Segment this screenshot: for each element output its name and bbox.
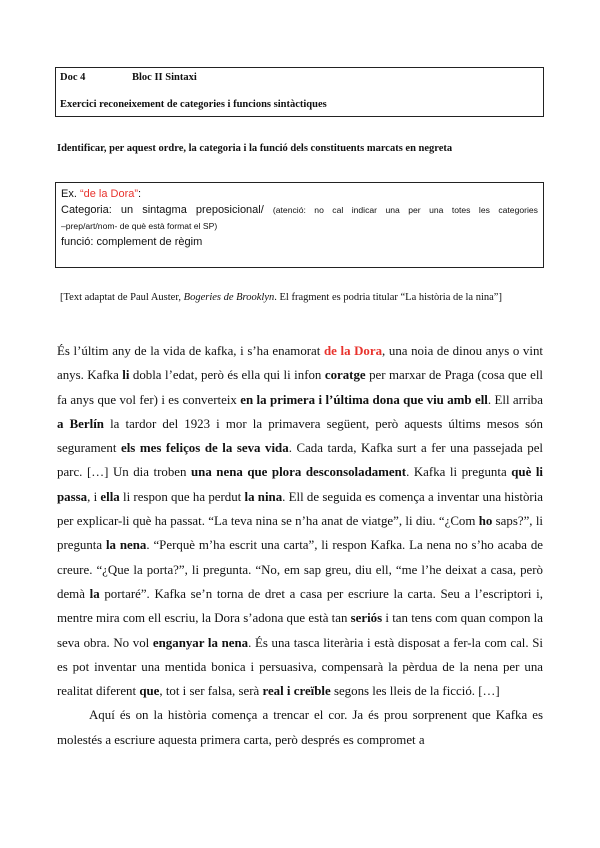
text-run: . “Perquè m’ha escrit una carta”, li respon Kafka. La nena no s’ho acaba de creure. “¿Que la porta?”, li pregunta. “No, em sap greu, diu ell, “me l’he deixat a casa, però demà [57, 538, 543, 601]
text-run: . Ell arriba [487, 392, 543, 407]
categoria-note-1: (atenció: no cal indicar una per una totes les categories [272, 205, 538, 215]
bold-una-nena: una nena que plora desconsoladament [190, 465, 407, 480]
text-run: . Ell de seguida es comença a inventar una història per explicar-li què ha passat. “La teva nina se n’ha anat de viatge”, li diu. “¿Com [57, 489, 543, 529]
bold-li: li [122, 368, 130, 383]
bold-ho: ho [478, 514, 493, 529]
text-run: dobla l’edat, però és ella qui li infon [129, 368, 325, 383]
exercise-title: Exercici reconeixement de categories i funcions sintàctiques [60, 99, 327, 110]
text-run: , tot i ser falsa, serà [159, 684, 263, 699]
categoria-note-2: –prep/art/nom- de què està format el SP) [61, 221, 218, 231]
instruction: Identificar, per aquest ordre, la categoria i la funció dels constituents marcats en negreta [57, 143, 453, 154]
example-phrase: “de la Dora” [79, 188, 139, 200]
text-run: la tardor del 1923 i mor la primavera següent, però aquests últims mesos són segurament [57, 416, 543, 456]
header-row [60, 72, 197, 83]
bold-els-mes-felicos: els mes feliços de la seva vida [120, 441, 289, 456]
bold-la: la [89, 586, 100, 601]
bold-enganyar-la-nena: enganyar la nena [152, 635, 249, 650]
text-run: . Kafka li pregunta [406, 465, 512, 480]
bold-que-li-passa: què li passa [57, 465, 543, 504]
bold-la-nena: la nena [105, 538, 147, 553]
bold-la-nina: la nina [244, 489, 283, 504]
bold-a-berlin: a Berlín [57, 416, 104, 431]
bloc-title: Bloc II Sintaxi [132, 72, 197, 83]
text-run: , i [87, 489, 101, 504]
bold-en-la-primera: en la primera i l’última dona que viu amb ell [240, 392, 488, 407]
bold-coratge: coratge [324, 368, 366, 383]
bold-que: que [139, 684, 160, 699]
example-line [61, 186, 538, 202]
bold-ella: ella [100, 489, 120, 504]
text-run: segons les lleis de la ficció. […] [330, 684, 500, 699]
example-box [55, 182, 544, 268]
source-book: Bogeries de Brooklyn [183, 292, 275, 303]
text-run: saps?”, li pregunta [57, 514, 543, 553]
text-run: . És una tasca literària i està disposat a fer-la com cal. Si es pot inventar una mentida bonica i persuasiva, compensarà la pèrdua de la nena per una realitat diferent [57, 635, 544, 699]
text-run: , una noia de dinou anys o vint anys. Kafka [57, 344, 543, 383]
text-run: portaré”. Kafka se’n torna de dret a casa per escriure la carta. Seu a l’escriptori i, mentre mira com ell escriu, la Dora s’adona que està tan [57, 586, 543, 626]
categoria-line [61, 202, 538, 218]
text-run: És l’últim any de la vida de kafka, i s’ha enamorat [57, 344, 324, 358]
text-run: li respon que ha perdut [119, 489, 245, 504]
bold-serios: seriós [350, 611, 383, 626]
story-text [57, 339, 543, 752]
example-suffix: : [138, 188, 142, 200]
source-note [60, 291, 544, 305]
paragraph-1 [57, 339, 543, 703]
header-box [55, 67, 544, 117]
doc-number: Doc 4 [60, 72, 86, 83]
categoria-label: Categoria: un sintagma preposicional/ [61, 204, 273, 216]
paragraph-2: Aquí és on la història comença a trencar el cor. Ja és prou sorprenent que Kafka es molestés a escriure aquesta primera carta, però després es compromet a [57, 708, 543, 747]
source-prefix: [Text adaptat de Paul Auster, [60, 292, 184, 303]
example-prefix: Ex. [61, 188, 80, 200]
text-run: per marxar de Praga (cosa que ell fa anys que vol fer) i es converteix [57, 368, 543, 407]
source-suffix: . El fragment es podria titular “La història de la nina”] [274, 292, 502, 303]
text-run: i tan tens com quan compon la seva obra. No vol [57, 611, 543, 650]
text-run: . Cada tarda, Kafka surt a fer una passejada pel parc. […] Un dia troben [57, 441, 544, 480]
highlight-de-la-dora: de la Dora [323, 344, 383, 358]
bold-real-i-creible: real i creïble [262, 684, 331, 699]
funcio-line: funció: complement de règim [61, 236, 203, 248]
